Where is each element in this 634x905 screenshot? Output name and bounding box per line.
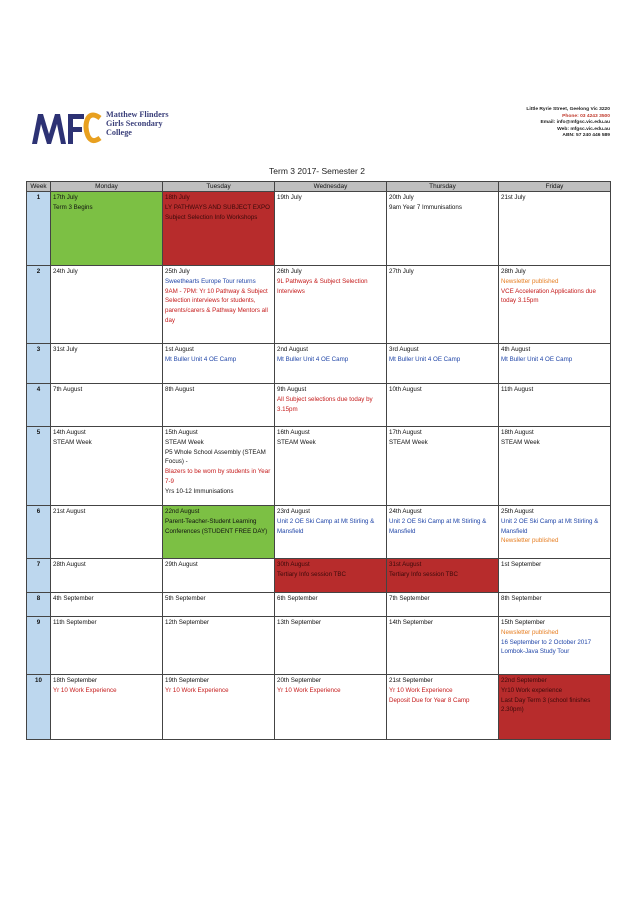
calendar-header-row xyxy=(27,182,611,192)
event-item: STEAM Week xyxy=(501,438,540,446)
day-date: 19th September xyxy=(165,677,210,684)
day-cell xyxy=(163,266,275,344)
week-row xyxy=(27,559,611,593)
day-cell xyxy=(387,593,499,617)
event-item: VCE Acceleration Applications due today 3.15pm xyxy=(501,287,596,305)
school-name xyxy=(106,110,169,137)
day-date: 30th August xyxy=(277,561,310,568)
week-row xyxy=(27,192,611,266)
week-number: 2 xyxy=(27,266,51,344)
day-cell xyxy=(387,617,499,675)
event-item: Newsletter published xyxy=(501,277,559,285)
day-date: 9th August xyxy=(277,386,307,393)
event-item: Parent-Teacher-Student Learning Conferences (STUDENT FREE DAY) xyxy=(165,517,268,535)
day-cell xyxy=(51,384,163,427)
event-item: Newsletter published xyxy=(501,628,559,636)
day-date: 6th September xyxy=(277,595,318,602)
event-item: STEAM Week xyxy=(165,438,204,446)
day-date: 17th July xyxy=(53,194,78,201)
day-date: 18th August xyxy=(501,429,534,436)
week-number: 6 xyxy=(27,506,51,559)
event-item: Blazers to be worn by students in Year 7-9 xyxy=(165,468,271,485)
day-date: 4th August xyxy=(501,346,531,353)
event-item: LY PATHWAYS AND SUBJECT EXPO xyxy=(165,203,270,211)
day-cell xyxy=(163,593,275,617)
day-cell xyxy=(387,266,499,344)
day-cell xyxy=(51,675,163,740)
day-cell xyxy=(51,344,163,384)
header-monday: Monday xyxy=(51,182,163,192)
day-date: 23rd August xyxy=(277,508,311,515)
day-cell xyxy=(163,384,275,427)
school-name-line: Girls Secondary xyxy=(106,119,163,128)
day-cell xyxy=(275,427,387,506)
day-cell xyxy=(499,617,611,675)
event-item: Tertiary Info session TBC xyxy=(389,570,459,578)
event-item: Mt Buller Unit 4 OE Camp xyxy=(277,355,349,363)
day-cell xyxy=(387,559,499,593)
day-date: 14th August xyxy=(53,429,86,436)
day-cell xyxy=(163,617,275,675)
header-tuesday: Tuesday xyxy=(163,182,275,192)
day-date: 24th August xyxy=(389,508,422,515)
day-cell xyxy=(499,427,611,506)
day-date: 21st July xyxy=(501,194,526,201)
day-date: 28th August xyxy=(53,561,86,568)
week-row xyxy=(27,675,611,740)
event-item: 9AM - 7PM: Yr 10 Pathway & Subject Selection interviews for students, parents/carers & Pathway Mentors all day xyxy=(165,287,268,324)
day-cell xyxy=(275,192,387,266)
week-row xyxy=(27,617,611,675)
day-cell xyxy=(275,617,387,675)
week-number: 1 xyxy=(27,192,51,266)
day-cell xyxy=(51,617,163,675)
event-item: All Subject selections due today by 3.15pm xyxy=(277,395,373,413)
day-cell xyxy=(51,559,163,593)
day-date: 29th August xyxy=(165,561,198,568)
event-item: Unit 2 OE Ski Camp at Mt Stirling & Mansfield xyxy=(389,517,487,535)
event-item: 9L Pathways & Subject Selection Interviews xyxy=(277,277,368,295)
week-number: 9 xyxy=(27,617,51,675)
day-date: 7th September xyxy=(389,595,430,602)
day-cell xyxy=(51,506,163,559)
day-cell xyxy=(163,192,275,266)
event-item: Subject Selection Info Workshops xyxy=(165,213,258,221)
week-row xyxy=(27,344,611,384)
day-date: 31st July xyxy=(53,346,78,353)
header-friday: Friday xyxy=(499,182,611,192)
day-date: 25th July xyxy=(165,268,190,275)
day-date: 13th September xyxy=(277,619,322,626)
day-date: 12th September xyxy=(165,619,210,626)
contact-details xyxy=(526,107,610,140)
week-row xyxy=(27,593,611,617)
day-date: 15th August xyxy=(165,429,198,436)
day-cell xyxy=(163,559,275,593)
day-cell xyxy=(163,344,275,384)
event-item: Yr 10 Work Experience xyxy=(389,686,453,694)
day-date: 27th July xyxy=(389,268,414,275)
event-item: P5 Whole School Assembly (STEAM Focus) - xyxy=(165,448,266,466)
week-row xyxy=(27,506,611,559)
event-item: Yr 10 Work Experience xyxy=(165,686,229,694)
day-date: 18th September xyxy=(53,677,98,684)
day-cell xyxy=(275,266,387,344)
day-date: 21st September xyxy=(389,677,433,684)
event-item: STEAM Week xyxy=(389,438,428,446)
day-date: 11th September xyxy=(53,619,97,626)
header-wednesday: Wednesday xyxy=(275,182,387,192)
day-date: 16th August xyxy=(277,429,310,436)
event-item: Yr 10 Work Experience xyxy=(53,686,117,694)
day-cell xyxy=(387,192,499,266)
day-date: 25th August xyxy=(501,508,534,515)
day-date: 19th July xyxy=(277,194,302,201)
week-number: 7 xyxy=(27,559,51,593)
event-item: Unit 2 OE Ski Camp at Mt Stirling & Mansfield xyxy=(277,517,375,535)
event-item: Term 3 Begins xyxy=(53,203,93,211)
day-cell xyxy=(499,559,611,593)
day-date: 22nd September xyxy=(501,677,547,684)
day-date: 28th July xyxy=(501,268,526,275)
day-cell xyxy=(499,675,611,740)
day-cell xyxy=(275,384,387,427)
day-date: 1st August xyxy=(165,346,194,353)
email: Email: info@mfgsc.vic.edu.au xyxy=(540,120,610,126)
day-date: 20th September xyxy=(277,677,322,684)
week-number: 4 xyxy=(27,384,51,427)
day-date: 15th September xyxy=(501,619,546,626)
event-item: Mt Buller Unit 4 OE Camp xyxy=(501,355,573,363)
day-date: 4th September xyxy=(53,595,94,602)
day-date: 8th August xyxy=(165,386,195,393)
day-cell xyxy=(275,344,387,384)
day-cell xyxy=(387,675,499,740)
address: Little Ryrie Street, Geelong Vic 3220 xyxy=(526,107,610,112)
event-item: 16 September to 2 October 2017 Lombok-Java Study Tour xyxy=(501,638,592,656)
page-title: Term 3 2017- Semester 2 xyxy=(269,166,365,176)
day-date: 8th September xyxy=(501,595,542,602)
event-item: STEAM Week xyxy=(277,438,316,446)
day-cell xyxy=(275,559,387,593)
event-item: Tertiary Info session TBC xyxy=(277,570,347,578)
day-date: 31st August xyxy=(389,561,422,568)
event-item: Deposit Due for Year 8 Camp xyxy=(389,696,470,704)
day-date: 1st September xyxy=(501,561,542,568)
week-number: 10 xyxy=(27,675,51,740)
day-cell xyxy=(275,675,387,740)
event-item: Sweethearts Europe Tour returns xyxy=(165,277,256,285)
day-cell xyxy=(499,192,611,266)
event-item: Newsletter published xyxy=(501,537,559,545)
week-number: 5 xyxy=(27,427,51,506)
page-header xyxy=(30,104,610,154)
day-cell xyxy=(499,506,611,559)
week-row xyxy=(27,427,611,506)
day-cell xyxy=(499,266,611,344)
calendar-body xyxy=(27,192,611,740)
event-item: Last Day Term 3 (school finishes 2.30pm) xyxy=(501,696,591,714)
school-name-line: College xyxy=(106,128,132,137)
event-item: STEAM Week xyxy=(53,438,92,446)
day-cell xyxy=(387,506,499,559)
phone: Phone: 03 4243 3500 xyxy=(562,113,610,119)
day-date: 10th August xyxy=(389,386,422,393)
day-cell xyxy=(163,506,275,559)
day-date: 14th September xyxy=(389,619,434,626)
week-row xyxy=(27,384,611,427)
day-date: 7th August xyxy=(53,386,83,393)
event-item: Mt Buller Unit 4 OE Camp xyxy=(165,355,237,363)
term-calendar xyxy=(26,181,611,740)
day-cell xyxy=(499,384,611,427)
day-date: 3rd August xyxy=(389,346,419,353)
day-date: 21st August xyxy=(53,508,86,515)
event-item: Yr 10 Work Experience xyxy=(277,686,341,694)
day-date: 11th August xyxy=(501,386,534,393)
day-cell xyxy=(387,384,499,427)
day-cell xyxy=(275,593,387,617)
day-cell xyxy=(275,506,387,559)
day-cell xyxy=(163,427,275,506)
week-row xyxy=(27,266,611,344)
event-item: Yr10 Work experience xyxy=(501,686,563,694)
day-cell xyxy=(387,427,499,506)
day-date: 2nd August xyxy=(277,346,308,353)
week-number: 3 xyxy=(27,344,51,384)
event-item: Yrs 10-12 Immunisations xyxy=(165,487,234,495)
day-cell xyxy=(499,344,611,384)
website: Web: mfgsc.vic.edu.au xyxy=(557,126,610,132)
day-date: 20th July xyxy=(389,194,414,201)
day-date: 22nd August xyxy=(165,508,200,515)
event-item: Unit 2 OE Ski Camp at Mt Stirling & Mansfield xyxy=(501,517,599,535)
day-cell xyxy=(387,344,499,384)
day-date: 17th August xyxy=(389,429,422,436)
day-date: 26th July xyxy=(277,268,302,275)
header-week: Week xyxy=(27,182,51,192)
day-cell xyxy=(499,593,611,617)
school-logo-icon xyxy=(30,108,104,148)
day-cell xyxy=(51,427,163,506)
event-item: 9am Year 7 Immunisations xyxy=(389,203,462,211)
day-date: 24th July xyxy=(53,268,78,275)
day-cell xyxy=(51,192,163,266)
day-date: 5th September xyxy=(165,595,206,602)
header-thursday: Thursday xyxy=(387,182,499,192)
abn: ABN: 57 240 446 589 xyxy=(562,133,610,139)
event-item: Mt Buller Unit 4 OE Camp xyxy=(389,355,461,363)
day-cell xyxy=(51,266,163,344)
day-date: 18th July xyxy=(165,194,190,201)
day-cell xyxy=(51,593,163,617)
week-number: 8 xyxy=(27,593,51,617)
day-cell xyxy=(163,675,275,740)
school-name-line: Matthew Flinders xyxy=(106,110,169,119)
